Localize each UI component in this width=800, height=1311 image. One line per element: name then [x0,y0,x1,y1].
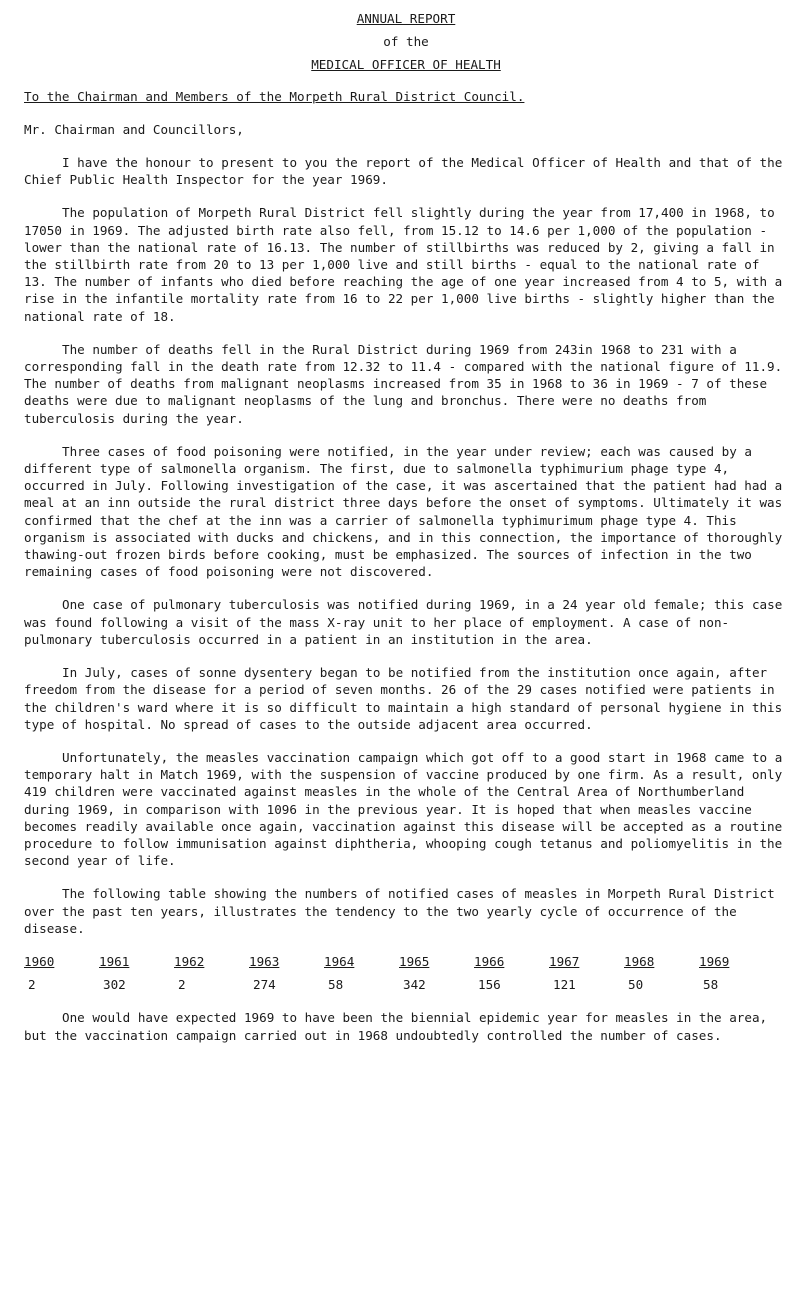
report-subtitle: of the [383,34,429,50]
measles-cases-table [24,953,774,993]
salutation: Mr. Chairman and Councillors, [24,121,244,137]
paragraph-intro-text: I have the honour to present to you the report of the Medical Officer of Health and that of the Chief Public Health Inspector for the year 1969. [24,155,783,188]
cases-cell: 121 [553,977,576,993]
cases-cell: 2 [178,977,186,993]
paragraph-closing-text: One would have expected 1969 to have been the biennial epidemic year for measles in the area, but the vaccination campaign carried out in 1968 undoubtedly controlled the number of cases. [24,1010,768,1043]
paragraph-food-poisoning-text: Three cases of food poisoning were notified, in the year under review; each was caused by a different type of salmonella organism. The first, due to salmonella typhimurium phage type 4, occurred in July. Following investigation of the case, it was ascertained that the patient had had a meal at an inn outside the rural district three days before the onset of symptoms. Ultimately it was confirmed that the chef at the inn was a carrier of salmonella typhimurimum phage type 4. This organism is associated with ducks and chickens, and in this connection, the importance of thoroughly thawing-out frozen birds before cooking, must be emphasized. The sources of infection in the two remaining cases of food poisoning were not discovered. [24,443,783,580]
year-cell: 1960 [24,953,55,969]
year-cell: 1965 [399,953,430,969]
paragraph-population-text: The population of Morpeth Rural District fell slightly during the year from 17,400 in 1968, to 17050 in 1969. The adjusted birth rate also fell, from 15.12 to 14.6 per 1,000 of the population - lower than the national rate of 16.13. The number of stillbirths was reduced by 2, giving a fall in the stillbirth rate from 20 to 13 per 1,000 live and still births - equal to the national rate of 13. The number of infants who died before reaching the age of one year increased from 4 to 5, with a rise in the infantile mortality rate from 16 to 22 per 1,000 live births - slightly higher than the national rate of 18. [24,205,783,324]
paragraph-food-poisoning [24,443,788,581]
year-cell: 1967 [549,953,580,969]
paragraph-deaths [24,341,788,427]
paragraph-measles-table-intro-text: The following table showing the numbers of notified cases of measles in Morpeth Rural District over the past ten years, illustrates the tendency to the two yearly cycle of occurrence of the disease. [24,886,775,936]
report-title: ANNUAL REPORT [356,11,456,26]
paragraph-population [24,204,788,324]
cases-cell: 2 [28,977,36,993]
paragraph-measles-table-intro [24,885,788,937]
year-cell: 1963 [249,953,280,969]
year-cell: 1968 [624,953,655,969]
report-page [24,8,788,1044]
cases-cell: 156 [478,977,501,993]
paragraph-closing [24,1009,788,1043]
cases-cell: 50 [628,977,644,993]
measles-cases-row [24,970,774,993]
paragraph-intro [24,154,788,188]
paragraph-deaths-text: The number of deaths fell in the Rural District during 1969 from 243in 1968 to 231 with a corresponding fall in the death rate from 12.32 to 11.4 - compared with the national figure of 11.9. The number of deaths from malignant neoplasms increased from 35 in 1968 to 36 in 1969 - 7 of these deaths were due to malignant neoplasms of the lung and bronchus. There were no deaths from tuberculosis during the year. [24,341,783,426]
year-cell: 1962 [174,953,205,969]
paragraph-dysentery [24,664,788,733]
measles-year-row [24,953,774,970]
paragraph-measles-vaccination-text: Unfortunately, the measles vaccination campaign which got off to a good start in 1968 came to a temporary halt in Match 1969, with the suspension of vaccine produced by one firm. As a result, only 419 children were vaccinated against measles in the whole of the Central Area of Northumberland during 1969, in comparison with 1096 in the previous year. It is hoped that when measles vaccine becomes readily available once again, vaccination against this disease will be accepted as a routine procedure to follow immunisation against diphtheria, whooping cough tetanus and poliomyelitis in the second year of life. [24,749,783,869]
year-cell: 1964 [324,953,355,969]
year-cell: 1966 [474,953,505,969]
year-cell: 1961 [99,953,130,969]
paragraph-dysentery-text: In July, cases of sonne dysentery began to be notified from the institution once again, after freedom from the disease for a period of seven months. 26 of the 29 cases notified were patients in the children's ward where it is so difficult to maintain a high standard of personal hygiene in this type of hospital. No spread of cases to the outside adjacent area occurred. [24,665,783,732]
paragraph-tuberculosis [24,596,788,648]
paragraph-measles-vaccination [24,749,788,869]
addressee-line: To the Chairman and Members of the Morpeth Rural District Council. [24,88,525,104]
report-officer-title: MEDICAL OFFICER OF HEALTH [311,57,501,73]
paragraph-tuberculosis-text: One case of pulmonary tuberculosis was notified during 1969, in a 24 year old female; this case was found following a visit of the mass X-ray unit to her place of employment. A case of non-pulmonary tuberculosis occurred in a patient in an institution in the area. [24,597,783,647]
cases-cell: 274 [253,977,276,993]
cases-cell: 58 [703,977,719,993]
cases-cell: 342 [403,977,426,993]
cases-cell: 58 [328,977,344,993]
cases-cell: 302 [103,977,126,993]
year-cell: 1969 [699,953,730,969]
